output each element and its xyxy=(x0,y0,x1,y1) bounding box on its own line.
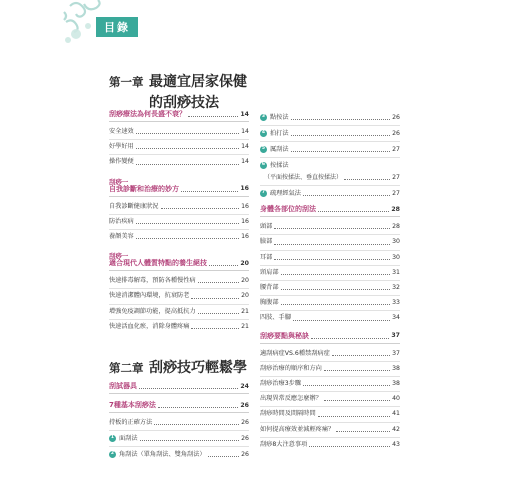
toc-entry[interactable]: 操作變便 14 xyxy=(109,158,249,166)
toc-entry[interactable]: 快速活血化瘀，消除身體疼痛 21 xyxy=(109,322,249,330)
toc-entry[interactable]: 防治疾病 16 xyxy=(109,216,249,230)
toc-entry[interactable]: 頭部 28 xyxy=(260,221,400,235)
toc-entry[interactable]: 四肢、手腳 34 xyxy=(260,314,400,322)
toc-entry[interactable]: 胸腹部 33 xyxy=(260,297,400,311)
toc-entry[interactable]: 耳部 30 xyxy=(260,252,400,266)
toc-entry[interactable]: 刮痧治療3步驟 38 xyxy=(260,378,400,392)
toc-section-tools[interactable]: 刮試器具 24 xyxy=(109,383,249,394)
toc-entry[interactable]: 安全速效 14 xyxy=(109,126,249,140)
toc-entry[interactable]: 頸肩部 31 xyxy=(260,267,400,281)
chapter-2-number: 第二章 xyxy=(109,361,144,375)
toc-entry[interactable]: 好學好用 14 xyxy=(109,141,249,155)
chapter-1-title-line2: 的刮痧技法 xyxy=(149,95,219,111)
toc-entry[interactable]: 刮痧8大注意事項 43 xyxy=(260,440,400,448)
number-badge-icon: 7 xyxy=(261,190,266,196)
toc-section-2[interactable]: 刮痧一 自我診斷和治療的妙方 16 xyxy=(109,178,249,197)
number-badge-icon: 2 xyxy=(110,451,115,457)
toc-entry-continued[interactable]: （平面按揉法、垂直按揉法） 27 xyxy=(260,172,400,186)
toc-entry[interactable]: 4 拍打法 26 xyxy=(260,127,400,142)
toc-entry[interactable]: 臉部 30 xyxy=(260,236,400,250)
toc-entry[interactable]: 增強免疫調節功能，提高抵抗力 21 xyxy=(109,306,249,320)
number-badge-icon: 6 xyxy=(261,162,266,168)
number-badge-icon: 5 xyxy=(261,146,266,152)
chapter-1-number: 第一章 xyxy=(109,75,144,89)
toc-left-column xyxy=(109,111,249,335)
number-badge-icon: 4 xyxy=(261,130,266,136)
toc-section-key-points[interactable]: 刮痧要點與秘訣 37 xyxy=(260,333,400,344)
toc-entry[interactable]: 適刮病症VS.6種禁刮病症 37 xyxy=(260,348,400,362)
toc-entry[interactable]: 刮痧治療的順序和方向 38 xyxy=(260,363,400,377)
toc-entry[interactable]: 自我診斷健康狀況 16 xyxy=(109,201,249,215)
toc-entry[interactable]: 快速排毒解毒，預防各種慢性病 20 xyxy=(109,275,249,289)
toc-entry[interactable]: 1 面刮法 26 xyxy=(109,432,249,447)
toc-left-column-chapter-2 xyxy=(109,383,249,463)
toc-entry[interactable]: 腰背部 32 xyxy=(260,282,400,296)
toc-entry[interactable]: 7 疏理經氣法 27 xyxy=(261,190,400,197)
toc-entry[interactable]: 刮痧時間及間隔時間 41 xyxy=(260,408,400,422)
toc-entry[interactable]: 持板的正確方法 26 xyxy=(109,417,249,431)
number-badge-icon: 1 xyxy=(110,435,115,441)
toc-entry[interactable]: 出現異常反應怎麼辦？ 40 xyxy=(260,393,400,407)
chapter-2-title: 刮痧技巧輕鬆學 xyxy=(149,360,247,376)
toc-entry[interactable]: 快速消潔體內環境，抗衰防老 20 xyxy=(109,290,249,304)
toc-badge: 目錄 xyxy=(96,17,138,37)
toc-section-3[interactable]: 刮痧一 適合現代人體質特點的養生絕技 20 xyxy=(109,252,249,271)
chapter-1-title-line1: 最適宜居家保健 xyxy=(149,74,247,90)
chapter-2-heading xyxy=(109,357,247,377)
toc-entry[interactable]: 3 點按法 26 xyxy=(260,111,400,126)
chapter-1-heading xyxy=(109,71,247,112)
toc-entry[interactable]: 2 角刮法（單角刮法、雙角刮法） 26 xyxy=(110,451,249,458)
toc-entry[interactable]: 如何提高療效並減輕疼痛？ 42 xyxy=(260,424,400,438)
toc-section-1[interactable]: 刮痧療法為何長盛不衰？ 14 xyxy=(109,111,249,122)
toc-entry[interactable]: 養顏美容 16 xyxy=(109,233,249,241)
number-badge-icon: 3 xyxy=(261,114,266,120)
toc-right-column xyxy=(260,111,400,453)
toc-section-methods[interactable]: 7種基本刮痧法 26 xyxy=(109,402,249,413)
toc-entry[interactable]: 6 按揉法 xyxy=(261,161,289,169)
toc-section-body-parts[interactable]: 身體各部位的刮法 28 xyxy=(260,206,400,217)
toc-entry[interactable]: 5 厲刮法 27 xyxy=(260,143,400,158)
